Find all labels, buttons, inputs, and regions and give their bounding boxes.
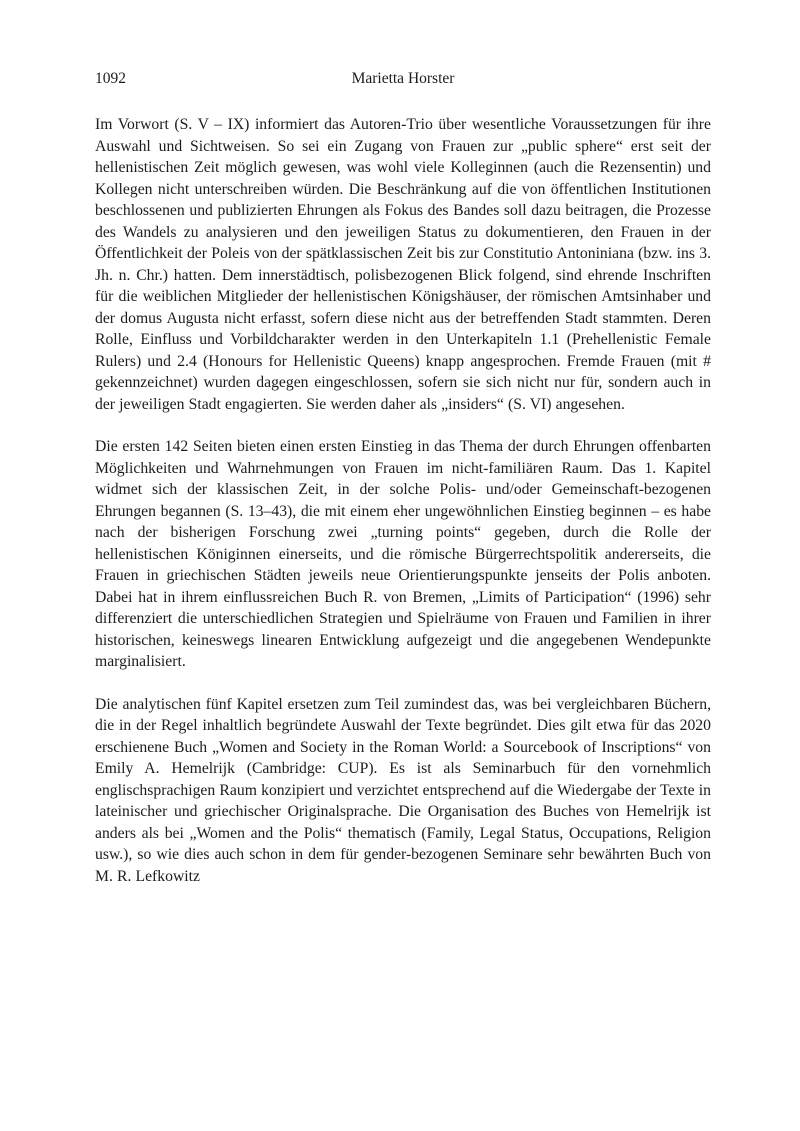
page-header	[95, 68, 711, 90]
paragraph-first-142-pages: Die ersten 142 Seiten bieten einen ersten Einstieg in das Thema der durch Ehrungen offenbarten Möglichkeiten und Wahrnehmungen von Frauen im nicht-familiären Raum. Das 1. Kapitel widmet sich der klassischen Zeit, in der solche Polis- und/oder Gemeinschaft-bezogenen Ehrungen begannen (S. 13–43), die mit einem eher ungewöhnlichen Einstieg beginnen – es habe nach der bisherigen Forschung zwei „turning points“ gegeben, durch die Rolle der hellenistischen Königinnen einerseits, und die römische Bürgerrechtspolitik andererseits, die Frauen in griechischen Städten jeweils neue Orientierungspunkte jenseits der Polis anboten. Dabei hat in ihrem einflussreichen Buch R. von Bremen, „Limits of Participation“ (1996) sehr differenziert die unterschiedlichen Strategien und Spielräume von Frauen und Familien in ihrer historischen, keineswegs linearen Entwicklung aufgezeigt und die angegebenen Wendepunkte marginalisiert.	[95, 438, 711, 670]
page-content	[95, 68, 711, 887]
running-head-author: Marietta Horster	[351, 70, 455, 87]
body-text	[95, 114, 711, 887]
paragraph-preface-overview: Im Vorwort (S. V – IX) informiert das Autoren-Trio über wesentliche Voraussetzungen für ihre Auswahl und Sichtweisen. So sei ein Zugang von Frauen zur „public sphere“ erst seit der hellenistischen Zeit möglich gewesen, was wohl viele Kolleginnen (auch die Rezensentin) und Kollegen nicht unterschreiben würden. Die Beschränkung auf die von öffentlichen Institutionen beschlossenen und publizierten Ehrungen als Fokus des Bandes soll dazu beitragen, die Prozesse des Wandels zu analysieren und den jeweiligen Status zu dokumentieren, den Frauen in der Öffentlichkeit der Poleis von der spätklassischen Zeit bis zur Constitutio Antoniniana (bzw. ins 3. Jh. n. Chr.) hatten. Dem innerstädtisch, polisbezogenen Blick folgend, sind ehrende Inschriften für die weiblichen Mitglieder der hellenistischen Königshäuser, der römischen Amtsinhaber und der domus Augusta nicht erfasst, sofern diese nicht aus der betreffenden Stadt stammten. Deren Rolle, Einfluss und Vorbildcharakter werden in den Unterkapiteln 1.1 (Prehellenistic Female Rulers) und 2.4 (Honours for Hellenistic Queens) knapp angesprochen. Fremde Frauen (mit # gekennzeichnet) wurden dagegen eingeschlossen, sofern sie sich nicht nur für, sondern auch in der jeweiligen Stadt engagierten. Sie werden daher als „insiders“ (S. VI) angesehen.	[95, 116, 711, 413]
paragraph-analytic-chapters: Die analytischen fünf Kapitel ersetzen zum Teil zumindest das, was bei vergleichbaren Büchern, die in der Regel inhaltlich begründete Auswahl der Texte begründet. Dies gilt etwa für das 2020 erschienene Buch „Women and Society in the Roman World: a Sourcebook of Inscriptions“ von Emily A. Hemelrijk (Cambridge: CUP). Es ist als Seminarbuch für den vornehmlich englischsprachigen Raum konzipiert und verzichtet entsprechend auf die Wiedergabe der Texte in lateinischer und griechischer Originalsprache. Die Organisation des Buches von Hemelrijk ist anders als bei „Women and the Polis“ thematisch (Family, Legal Status, Occupations, Religion usw.), so wie dies auch schon in dem für gender-bezogenen Seminare sehr bewährten Buch von M. R. Lefkowitz	[95, 695, 711, 885]
page-number: 1092	[95, 70, 126, 87]
